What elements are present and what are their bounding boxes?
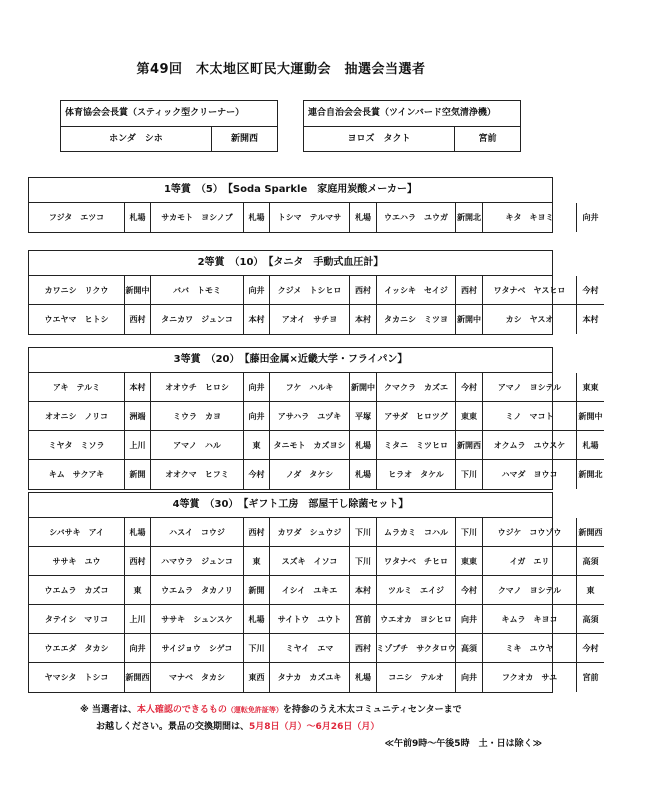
award-header: 体育協会会長賞（スティック型クリーナー） <box>61 101 277 127</box>
winner-name: ウジケ コウゾウ <box>483 518 577 547</box>
winner-name: タニカワ ジュンコ <box>151 305 244 334</box>
winners-table <box>29 203 599 232</box>
winner-name: タテイシ マリコ <box>29 605 125 634</box>
winner-area: 本村 <box>350 576 377 605</box>
winner-name: オオウチ ヒロシ <box>151 373 244 402</box>
winner-area: 今村 <box>577 276 604 305</box>
winner-name: フクオカ サユ <box>483 663 577 692</box>
winner-name: ミゾブチ サクタロウ <box>377 634 456 663</box>
winner-name: コニシ テルオ <box>377 663 456 692</box>
winner-area: 向井 <box>456 605 483 634</box>
prize-header: 2等賞 （10） 【タニタ 手動式血圧計】 <box>29 251 552 276</box>
footer-line-3: ≪午前9時〜午後5時 土・日は除く≫ <box>384 739 542 749</box>
winner-name: アマノ ヨシテル <box>483 373 577 402</box>
footer-highlight-note: （運転免許証等） <box>226 706 283 714</box>
winner-area: 新開北 <box>578 470 603 479</box>
winner-area: 札場 <box>244 605 270 634</box>
award-header: 連合自治会会長賞（ツインバード空気清浄機） <box>304 101 520 127</box>
winner-area: 東 <box>244 431 270 460</box>
winner-name: スズキ イソコ <box>270 547 350 576</box>
winner-name: キム サクアキ <box>29 460 125 489</box>
winner-name: アキ テルミ <box>29 373 125 402</box>
footer-text: ※ 当選者は、 <box>80 705 137 715</box>
winner-name: タナカ カズユキ <box>270 663 350 692</box>
winner-name: フジタ エツコ <box>29 203 125 232</box>
winner-name: マナベ タカシ <box>151 663 244 692</box>
footer-line-2 <box>0 719 658 732</box>
winner-area: 本村 <box>125 373 151 402</box>
winner-name: ミヤタ ミソラ <box>29 431 125 460</box>
award-box-residents-association <box>303 100 521 152</box>
winner-area: 向井 <box>125 634 151 663</box>
winner-area: 新開北 <box>456 203 483 232</box>
winner-area: 下川 <box>350 547 377 576</box>
prize-4th <box>28 492 603 693</box>
prize-1st <box>28 177 599 233</box>
winner-area: 向井 <box>582 213 599 222</box>
winner-name: クマクラ カズエ <box>377 373 456 402</box>
footer-text: を持参のうえ木太コミュニティセンターまで <box>282 705 462 715</box>
winner-name: ウエヤマ ヒトシ <box>29 305 125 334</box>
winner-name: ミウラ カヨ <box>151 402 244 431</box>
prize-header: 4等賞 （30） 【ギフト工房 部屋干し除菌セット】 <box>29 493 552 518</box>
winner-name: カワニシ リクウ <box>29 276 125 305</box>
winner-name: ミタニ ミツヒロ <box>377 431 456 460</box>
winner-name: アマノ ハル <box>151 431 244 460</box>
winners-table <box>29 518 603 692</box>
winner-name: アサダ ヒロツグ <box>377 402 456 431</box>
winner-area: 新開西 <box>456 431 483 460</box>
winner-name: サイトウ ユウト <box>270 605 350 634</box>
winner-name: サイジョウ シゲコ <box>151 634 244 663</box>
winner-area: 本村 <box>244 305 270 334</box>
winner-name: ヨロズ タクト <box>304 127 455 152</box>
winner-area: 今村 <box>456 373 483 402</box>
winner-area: 札場 <box>577 431 604 460</box>
winner-name: ワタナベ ヤスヒロ <box>483 276 577 305</box>
winner-area: 下川 <box>244 634 270 663</box>
winner-area: 新開中 <box>125 276 151 305</box>
footer-highlight: 本人確認のできるもの <box>136 705 227 715</box>
winner-area: 東東 <box>456 402 483 431</box>
winner-area: 下川 <box>456 460 483 489</box>
winner-name: ワタナベ チヒロ <box>377 547 456 576</box>
winner-name: アオイ サチヨ <box>270 305 350 334</box>
winners-table <box>29 373 603 489</box>
winner-name: オオクマ ヒフミ <box>151 460 244 489</box>
winner-name: ササキ シュンスケ <box>151 605 244 634</box>
winner-name: カシ ヤスオ <box>483 305 577 334</box>
winner-area: 洲端 <box>125 402 151 431</box>
winner-area: 宮前 <box>350 605 377 634</box>
winner-area: 今村 <box>577 634 604 663</box>
footer-date-range: 5月8日（月）〜6月26日（月） <box>249 722 380 732</box>
winner-area: 高須 <box>577 547 604 576</box>
winner-area: 札場 <box>350 460 377 489</box>
prize-header: 3等賞 （20） 【藤田金属×近畿大学・フライパン】 <box>29 348 552 373</box>
winner-name: ミノ マコト <box>483 402 577 431</box>
winner-name: ウエムラ タカノリ <box>151 576 244 605</box>
winner-area: 東 <box>125 576 151 605</box>
winner-name: ウエムラ カズコ <box>29 576 125 605</box>
winner-area: 本村 <box>582 315 599 324</box>
winner-area: 高須 <box>456 634 483 663</box>
winner-area: 高須 <box>577 605 604 634</box>
winner-name: サカモト ヨシノブ <box>151 203 244 232</box>
winner-area: 向井 <box>244 276 270 305</box>
winner-name: ミキ ユウヤ <box>483 634 577 663</box>
winner-area: 上川 <box>125 605 151 634</box>
winner-area: 新開中 <box>577 402 604 431</box>
footer-line-1 <box>0 702 642 715</box>
winner-name: ノダ タケシ <box>270 460 350 489</box>
winner-name: キムラ キヨコ <box>483 605 577 634</box>
winner-area: 向井 <box>456 663 483 692</box>
winner-name: クジメ トシヒロ <box>270 276 350 305</box>
winner-area: 札場 <box>350 203 377 232</box>
winner-name: カワダ シュウジ <box>270 518 350 547</box>
winner-area: 新開西 <box>577 518 604 547</box>
winner-area: 札場 <box>125 203 151 232</box>
winner-area: 東東 <box>577 373 604 402</box>
winner-name: ハマダ ヨウコ <box>483 460 577 489</box>
winner-area: 札場 <box>125 518 151 547</box>
winner-area: 下川 <box>456 518 483 547</box>
winner-name: ミヤイ エマ <box>270 634 350 663</box>
winner-name: ヤマシタ トシコ <box>29 663 125 692</box>
winner-area: 新開中 <box>456 305 483 334</box>
winner-name: ババ トモミ <box>151 276 244 305</box>
winner-area: 新開 <box>244 576 270 605</box>
winner-area: 下川 <box>350 518 377 547</box>
winner-area: 上川 <box>125 431 151 460</box>
winner-area: 今村 <box>244 460 270 489</box>
footer-text: お越しください。景品の交換期間は、 <box>96 722 250 732</box>
winner-area: 札場 <box>350 431 377 460</box>
winner-area: 今村 <box>456 576 483 605</box>
winner-area: 東 <box>577 576 604 605</box>
winner-name: ホンダ シホ <box>61 127 212 152</box>
winner-name: ウエハラ ユウガ <box>377 203 456 232</box>
winner-name: オクムラ ユウスケ <box>483 431 577 460</box>
winner-area: 西村 <box>244 518 270 547</box>
award-box-sports-association <box>60 100 278 152</box>
winner-name: イガ エリ <box>483 547 577 576</box>
winner-area: 平塚 <box>350 402 377 431</box>
winner-name: アサハラ ユヅキ <box>270 402 350 431</box>
winner-name: タカニシ ミツヨ <box>377 305 456 334</box>
winner-area: 東 <box>244 547 270 576</box>
winner-name: ササキ ユウ <box>29 547 125 576</box>
winner-area: 西村 <box>125 547 151 576</box>
winner-area: 東東 <box>456 547 483 576</box>
winner-area: 札場 <box>244 203 270 232</box>
winner-name: ウエオカ ヨシヒロ <box>377 605 456 634</box>
winner-area: 本村 <box>350 305 377 334</box>
winner-name: ハマウラ ジュンコ <box>151 547 244 576</box>
winner-area: 札場 <box>350 663 377 692</box>
winner-name: クマノ ヨシテル <box>483 576 577 605</box>
winner-area: 新開 <box>125 460 151 489</box>
winner-area: 西村 <box>350 276 377 305</box>
page-title: 第49回 木太地区町民大運動会 抽選会当選者 <box>136 62 426 77</box>
winner-area: 西村 <box>350 634 377 663</box>
winner-name: フケ ハルキ <box>270 373 350 402</box>
winner-name: ハスイ コウジ <box>151 518 244 547</box>
winner-name: ウエエダ タカシ <box>29 634 125 663</box>
winner-area: 宮前 <box>478 134 497 144</box>
winner-area: 西村 <box>456 276 483 305</box>
winner-name: ヒラオ タケル <box>377 460 456 489</box>
winners-table <box>29 276 599 334</box>
winner-area: 新開西 <box>230 134 258 144</box>
winner-name: キタ キヨミ <box>483 203 577 232</box>
winner-name: シバサキ アイ <box>29 518 125 547</box>
winner-area: 東西 <box>244 663 270 692</box>
winner-area: 向井 <box>244 402 270 431</box>
winner-area: 宮前 <box>582 673 599 682</box>
winner-area: 新開中 <box>350 373 377 402</box>
winner-name: タニモト カズヨシ <box>270 431 350 460</box>
winner-name: オオニシ ノリコ <box>29 402 125 431</box>
prize-2nd <box>28 250 599 335</box>
winner-name: イッシキ セイジ <box>377 276 456 305</box>
winner-name: イシイ ユキエ <box>270 576 350 605</box>
winner-area: 新開西 <box>125 663 151 692</box>
winner-name: ツルミ エイジ <box>377 576 456 605</box>
winner-name: ムラカミ コハル <box>377 518 456 547</box>
winner-name: トシマ テルマサ <box>270 203 350 232</box>
prize-3rd <box>28 347 603 490</box>
prize-header: 1等賞 （5） 【Soda Sparkle 家庭用炭酸メーカー】 <box>29 178 552 203</box>
winner-area: 向井 <box>244 373 270 402</box>
winner-area: 西村 <box>125 305 151 334</box>
